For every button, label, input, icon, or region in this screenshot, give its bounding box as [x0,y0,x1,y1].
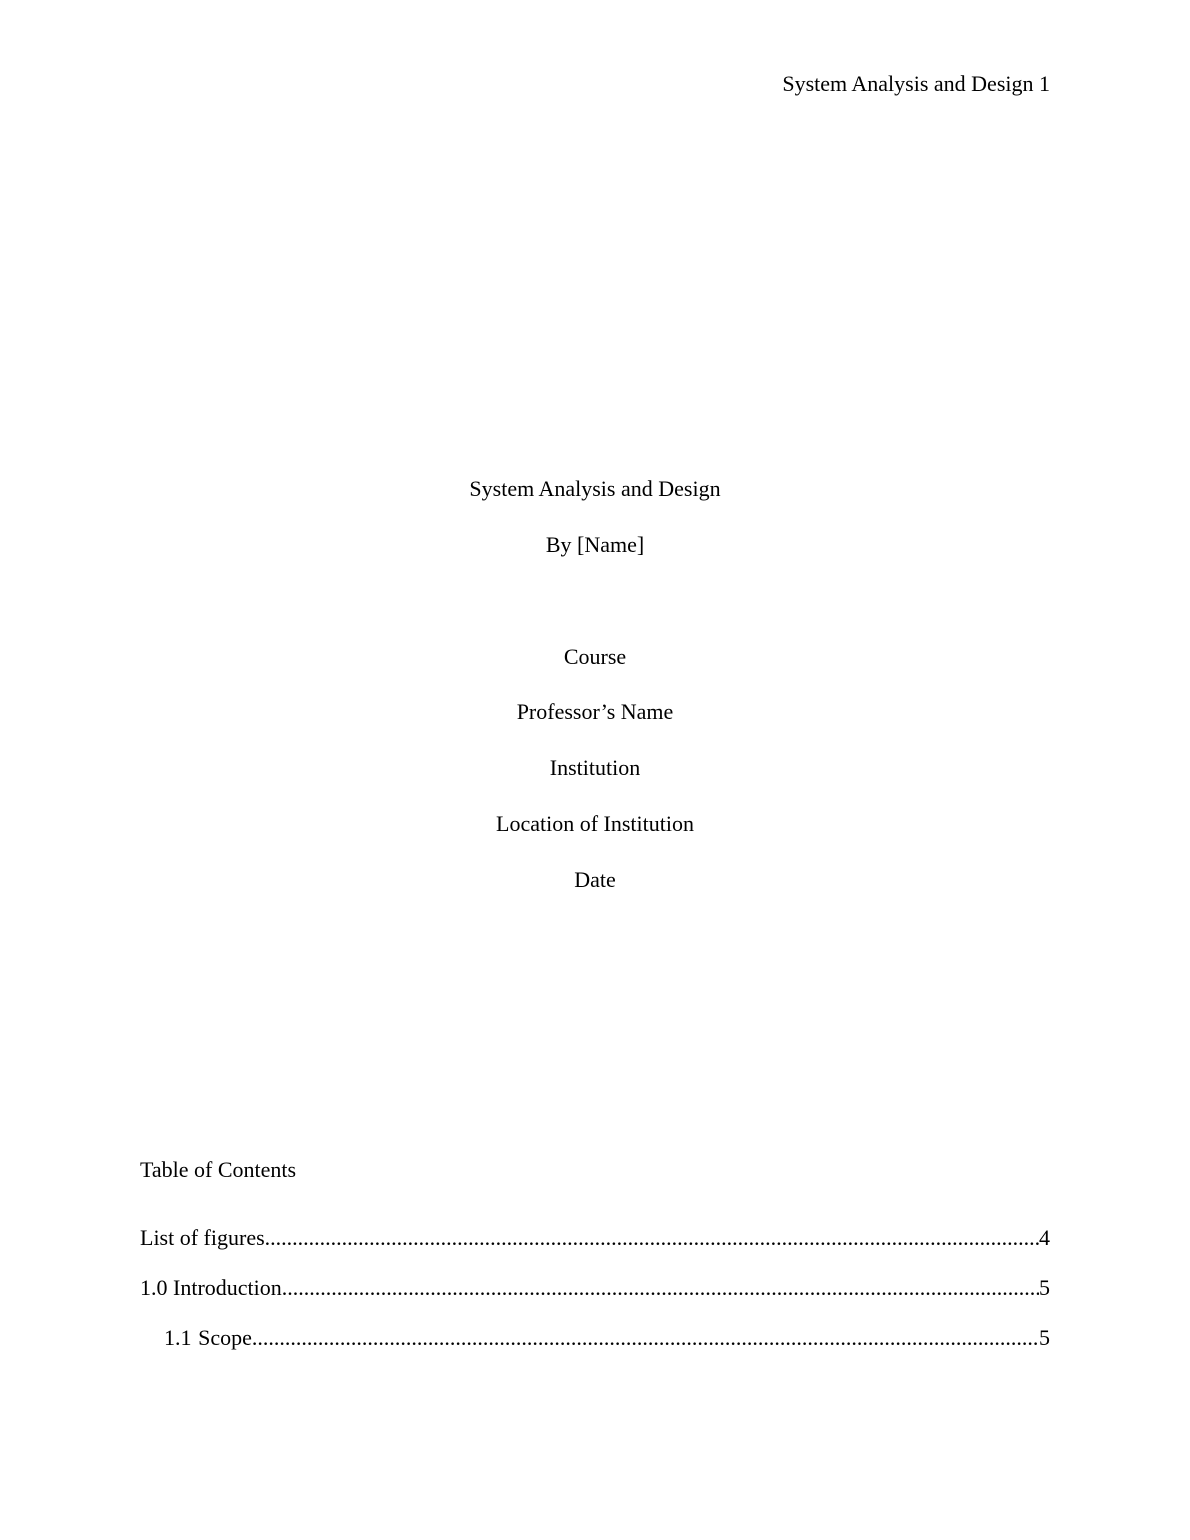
professor-line: Professor’s Name [516,699,674,724]
toc-leader-dots [282,1274,1039,1302]
institution-line: Institution [549,755,641,780]
toc-heading: Table of Contents [140,1157,297,1182]
toc-entry-number: 1.1 [164,1325,192,1350]
toc-entry-page: 5 [1039,1275,1050,1300]
toc-leader-dots [265,1224,1039,1252]
toc-entry-page: 5 [1039,1325,1050,1350]
paper-title: System Analysis and Design [469,476,721,501]
toc-entry-label: 1.0 Introduction [140,1275,282,1300]
running-head: System Analysis and Design 1 [782,71,1050,96]
date-line: Date [574,867,616,892]
toc-entry-page: 4 [1039,1225,1050,1250]
toc-entry-list-of-figures[interactable] [140,1224,1050,1252]
toc-entry-introduction[interactable] [140,1274,1050,1302]
toc-leader-dots [252,1324,1039,1352]
toc-entry-label: Scope [198,1325,252,1350]
location-line: Location of Institution [496,811,694,836]
toc-entry-label: List of figures [140,1225,265,1250]
toc-entry-scope[interactable] [164,1324,1050,1352]
course-line: Course [563,644,627,669]
author-line: By [Name] [545,532,645,557]
